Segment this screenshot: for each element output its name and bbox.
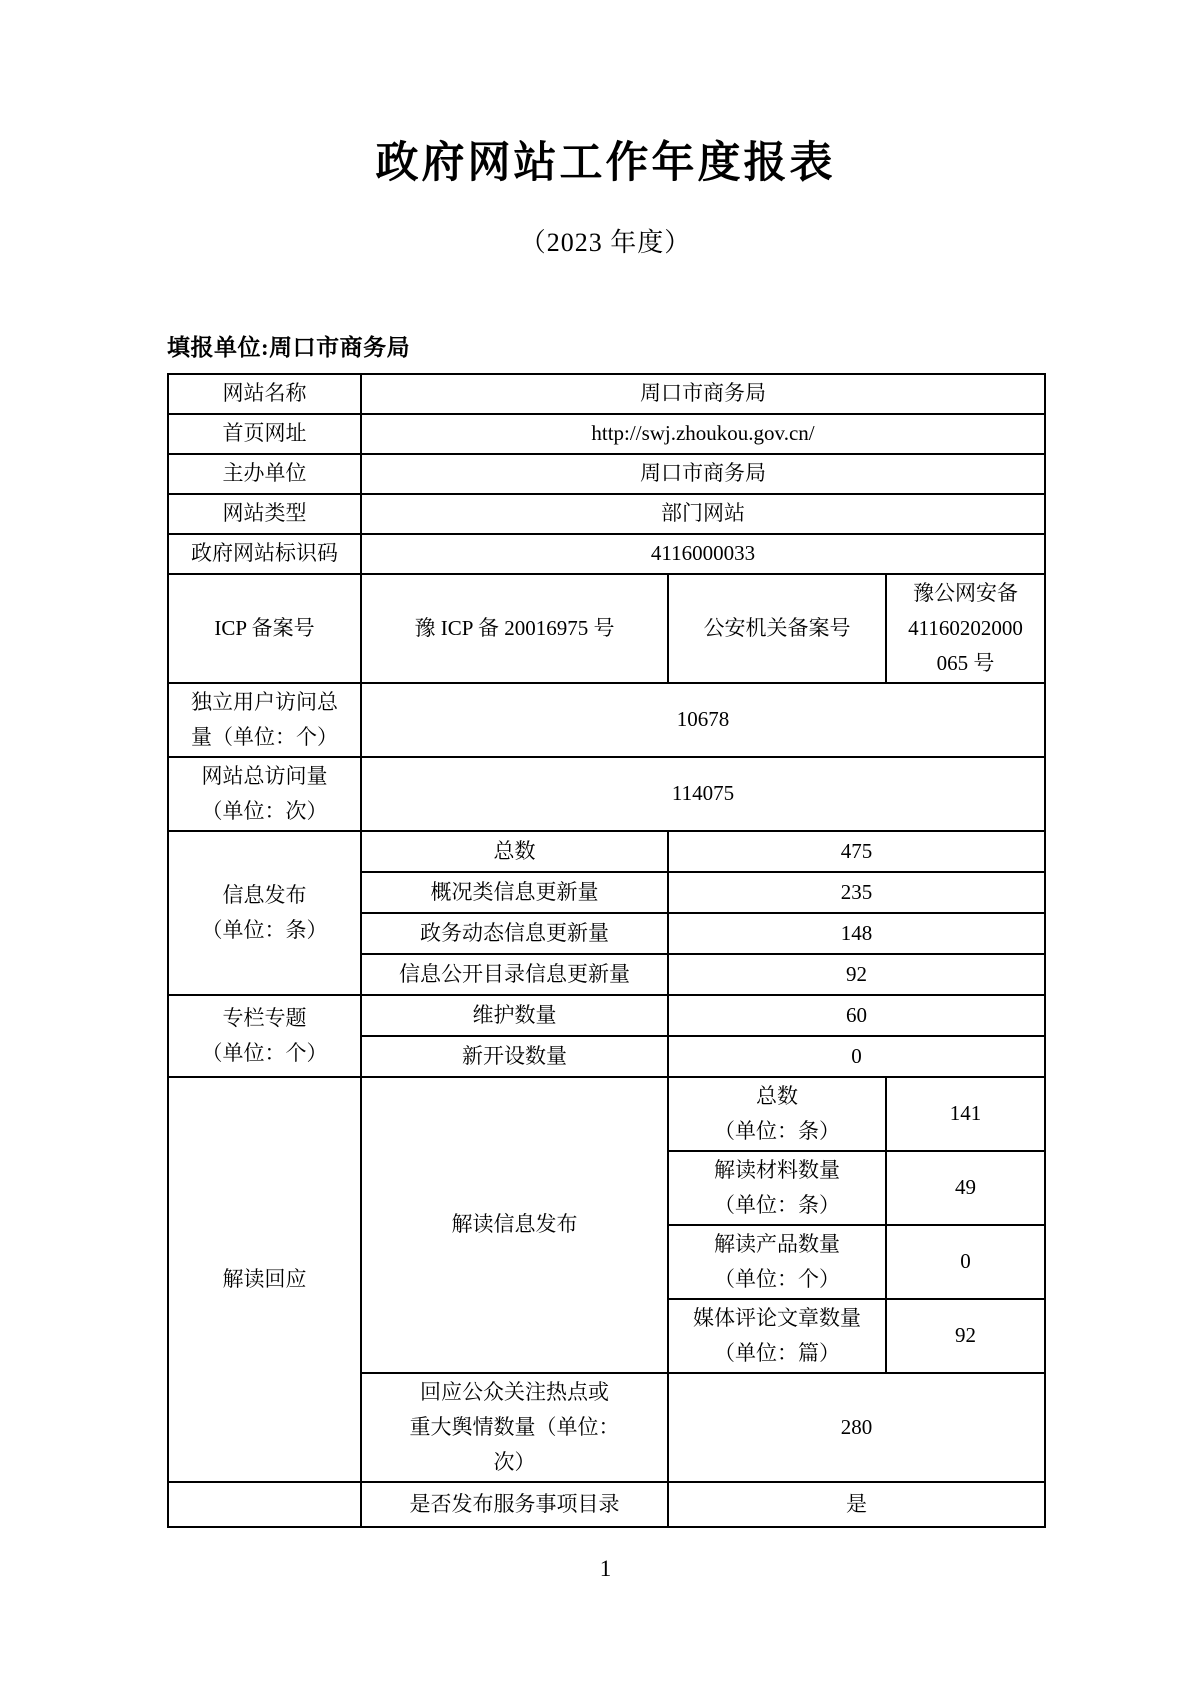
interpretation-total-value: 141 — [886, 1077, 1045, 1151]
service-directory-value: 是 — [668, 1482, 1045, 1527]
media-comments-value: 92 — [886, 1299, 1045, 1373]
homepage-url-value: http://swj.zhoukou.gov.cn/ — [361, 414, 1045, 454]
directory-updates-value: 92 — [668, 954, 1045, 995]
directory-updates-label: 信息公开目录信息更新量 — [361, 954, 668, 995]
gov-dynamic-updates-value: 148 — [668, 913, 1045, 954]
gov-dynamic-updates-label: 政务动态信息更新量 — [361, 913, 668, 954]
interpretation-total-label: 总数 （单位：条） — [668, 1077, 886, 1151]
icp-filing-label: ICP 备案号 — [168, 574, 361, 683]
interpretation-section-label: 解读回应 — [168, 1077, 361, 1482]
security-filing-value: 豫公网安备 41160202000 065 号 — [886, 574, 1045, 683]
unique-visitors-label: 独立用户访问总 量（单位：个） — [168, 683, 361, 757]
interpretation-products-label: 解读产品数量 （单位：个） — [668, 1225, 886, 1299]
website-name-label: 网站名称 — [168, 374, 361, 414]
page-title: 政府网站工作年度报表 — [375, 140, 836, 187]
icp-filing-value: 豫 ICP 备 20016975 号 — [361, 574, 668, 683]
hotspot-response-label: 回应公众关注热点或 重大舆情数量（单位： 次） — [361, 1373, 668, 1482]
row-homepage-url — [168, 414, 1045, 454]
info-publish-section-label: 信息发布 （单位：条） — [168, 831, 361, 995]
unique-visitors-value: 10678 — [361, 683, 1045, 757]
row-website-type — [168, 494, 1045, 534]
organizer-value: 周口市商务局 — [361, 454, 1045, 494]
security-filing-label: 公安机关备案号 — [668, 574, 886, 683]
page-number: 1 — [599, 1555, 612, 1581]
service-directory-empty-cell — [168, 1482, 361, 1527]
interpretation-materials-label: 解读材料数量 （单位：条） — [668, 1151, 886, 1225]
row-topics-maintained — [168, 995, 1045, 1036]
overview-updates-value: 235 — [668, 872, 1045, 913]
website-name-value: 周口市商务局 — [361, 374, 1045, 414]
website-type-label: 网站类型 — [168, 494, 361, 534]
reporting-unit: 填报单位:周口市商务局 — [167, 334, 411, 360]
media-comments-label: 媒体评论文章数量 （单位：篇） — [668, 1299, 886, 1373]
info-publish-total-value: 475 — [668, 831, 1045, 872]
row-service-directory — [168, 1482, 1045, 1527]
hotspot-response-value: 280 — [668, 1373, 1045, 1482]
row-organizer — [168, 454, 1045, 494]
interpretation-products-value: 0 — [886, 1225, 1045, 1299]
topics-maintained-value: 60 — [668, 995, 1045, 1036]
row-total-visits — [168, 757, 1045, 831]
service-directory-label: 是否发布服务事项目录 — [361, 1482, 668, 1527]
site-id-value: 4116000033 — [361, 534, 1045, 574]
total-visits-value: 114075 — [361, 757, 1045, 831]
interpretation-materials-value: 49 — [886, 1151, 1045, 1225]
topics-new-label: 新开设数量 — [361, 1036, 668, 1077]
topics-new-value: 0 — [668, 1036, 1045, 1077]
info-publish-total-label: 总数 — [361, 831, 668, 872]
total-visits-label: 网站总访问量 （单位：次） — [168, 757, 361, 831]
homepage-url-label: 首页网址 — [168, 414, 361, 454]
row-interpretation-total — [168, 1077, 1045, 1151]
columns-topics-section-label: 专栏专题 （单位：个） — [168, 995, 361, 1077]
row-info-publish-total — [168, 831, 1045, 872]
row-icp-filing — [168, 574, 1045, 683]
site-id-label: 政府网站标识码 — [168, 534, 361, 574]
row-site-id — [168, 534, 1045, 574]
annual-report-table — [167, 373, 1046, 1528]
topics-maintained-label: 维护数量 — [361, 995, 668, 1036]
overview-updates-label: 概况类信息更新量 — [361, 872, 668, 913]
page-subtitle: （2023 年度） — [519, 227, 692, 257]
interpretation-publish-label: 解读信息发布 — [361, 1077, 668, 1373]
organizer-label: 主办单位 — [168, 454, 361, 494]
row-unique-visitors — [168, 683, 1045, 757]
row-website-name — [168, 374, 1045, 414]
document-page — [167, 0, 1044, 1582]
website-type-value: 部门网站 — [361, 494, 1045, 534]
